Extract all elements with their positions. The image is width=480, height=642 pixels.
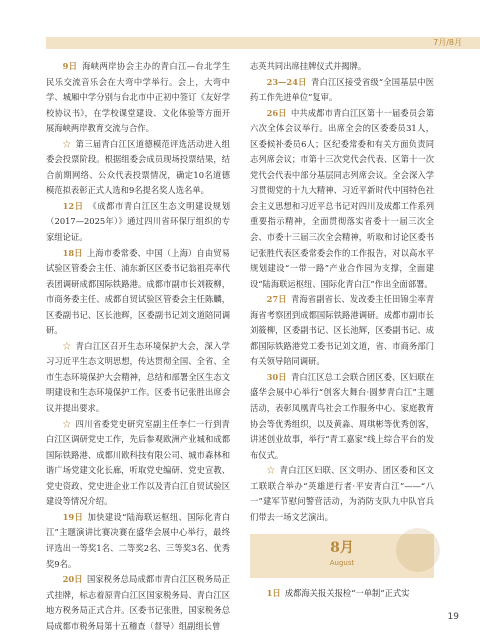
chronicle-entry <box>46 59 230 137</box>
chronicle-entry <box>250 586 434 602</box>
entry-text: 第三届青白江区道德模范评选活动进入组委会投票阶段。根据组委会成员现场投票结果，结合前期网络、公众代表投票情况，确定10名道德模范拟表彰正式人选和9名提名奖人选名单。 <box>46 138 230 196</box>
star-icon: ☆ <box>62 418 72 429</box>
chronicle-entry <box>46 246 230 339</box>
chronicle-entry <box>250 292 434 370</box>
chronicle-entry <box>46 417 230 510</box>
month-heading <box>250 534 434 578</box>
left-column <box>46 59 230 634</box>
star-icon: ☆ <box>266 465 276 476</box>
chronicle-entry <box>250 463 434 525</box>
entry-date: 9日 <box>62 61 78 71</box>
chronicle-entry <box>46 137 230 199</box>
chronicle-entry <box>250 59 434 75</box>
chronicle-entry <box>250 370 434 463</box>
month-title: 8月 <box>330 540 354 557</box>
entry-text: 青白江区妇联、区文明办、团区委和区文工联联合举办“英雄逆行者·平安青白江”——“八一”建军节慰问警营活动，为消防支队九中队官兵们带去一场文艺演出。 <box>250 465 434 522</box>
entry-date: 12日 <box>62 200 84 211</box>
entry-text: 志英共同出席挂牌仪式并揭牌。 <box>250 61 367 71</box>
chronicle-entry <box>46 572 230 634</box>
chronicle-entry <box>250 75 434 106</box>
chronicle-entry <box>250 106 434 293</box>
chronicle-entry <box>46 510 230 572</box>
entry-text: 青白江区总工会联合团区委、区妇联在盛华会展中心举行“创客大舞台·圆梦青白江”主题活动，表彰凤凰青鸟社会工作服务中心、家庭教育协会等优秀组织，以及黄淼、周琪彬等优秀创客，讲述创业故事，举行“青工嘉家”线上综合平台的发布仪式。 <box>250 371 434 460</box>
chronicle-entry <box>46 339 230 417</box>
header-band <box>46 37 480 49</box>
entry-date: 19日 <box>62 511 84 522</box>
entry-text: 上海市委常委、中国（上海）自由贸易试验区管委会主任、浦东新区区委书记翁祖亮率代表团调研成都国际铁路港。成都市副市长刘筱柳，市商务委主任、成都自贸试验区管委会主任陈麟，区委副书记、区长池辉，区委副书记刘文道陪同调研。 <box>46 247 230 336</box>
entry-text: 青白江区接受省级“全国基层中医药工作先进单位”复审。 <box>250 76 434 103</box>
header-label: 7月/8月 <box>433 38 462 47</box>
entry-text: 四川省委党史研究室副主任李仁一行到青白江区调研党史工作，先后参观欧洲产业城和成都国际铁路港、成都川欧科技有限公司、城市森林和谐广场党建文化长廊，听取党史编研、党史宣教、党史资政、党史进企业工作以及青白江自贸试验区建设等情况介绍。 <box>46 418 230 507</box>
entry-date: 26日 <box>266 107 287 118</box>
month-subtitle: August <box>329 559 355 568</box>
entry-text: 中共成都市青白江区第十一届委员会第六次全体会议举行。出席全会的区委委员31人，区委候补委员6人；区纪委常委和有关方面负责同志列席会议；市第十三次党代会代表、区第十一次党代会代表中部分基层同志列席会议。全会深入学习贯彻党的十九大精神、习近平新时代中国特色社会主义思想和习近平总书记对四川及成都工作系列重要指示精神，全面贯彻落实省委十一届三次全会、市委十三届三次全会精神，听取和讨论区委书记张胜代表区委常委会作的工作报告，对以高水平规划建设“一带一路”产业合作园为支撑，全面建设“陆海联运枢纽、国际化青白江”作出全面部署。 <box>250 107 434 289</box>
right-column <box>250 59 434 602</box>
entry-date: 18日 <box>62 247 83 258</box>
entry-text: 青海省副省长、发改委主任田锦尘率青海省考察团到成都国际铁路港调研。成都市副市长刘筱柳，区委副书记、区长池辉，区委副书记、成都国际铁路港党工委书记刘文道，省、市商务部门有关领导陪同调研。 <box>250 294 434 367</box>
entry-date: 20日 <box>62 574 83 585</box>
entry-date: 27日 <box>266 294 287 305</box>
star-icon: ☆ <box>62 340 72 351</box>
entry-text: 成都海关报关报检“一单制”正式实 <box>284 588 410 599</box>
entry-text: 《成都市青白江区生态文明建设规划（2017—2025年）》通过四川省环保厅组织的专家组论证。 <box>46 200 230 243</box>
entry-text: 海峡两岸协会主办的青白江—台北学生民乐交流音乐会在大弯中学举行。会上，大弯中学、城厢中学分别与台北市中正初中签订《友好学校协议书》，在学校课堂建设、文化体验等方面开展海峡两岸教育交流与合作。 <box>46 61 230 134</box>
entry-date: 23—24日 <box>266 76 307 87</box>
chronicle-entry <box>46 199 230 246</box>
page-number: 19 <box>447 612 459 622</box>
entry-text: 加快建设“陆海联运枢纽、国际化青白江”主题演讲比赛决赛在盛华会展中心举行，最终评选出一等奖1名、二等奖2名、三等奖3名、优秀奖9名。 <box>46 511 231 569</box>
entry-date: 30日 <box>266 371 287 382</box>
star-icon: ☆ <box>62 138 72 149</box>
entry-date: 1日 <box>266 588 281 599</box>
entry-text: 国家税务总局成都市青白江区税务局正式挂牌，标志着原青白江区国家税务局、青白江区地方税务局正式合并。区委书记张胜，国家税务总局成都市税务局第十五稽查（督导）组副组长曾 <box>46 574 230 631</box>
entry-text: 青白江区召开生态环境保护大会，深入学习习近平生态文明思想，传达贯彻全国、全省、全市生态环境保护大会精神，总结和部署全区生态文明建设和生态环境保护工作。区委书记张胜出席会议并提出要求。 <box>46 340 230 414</box>
